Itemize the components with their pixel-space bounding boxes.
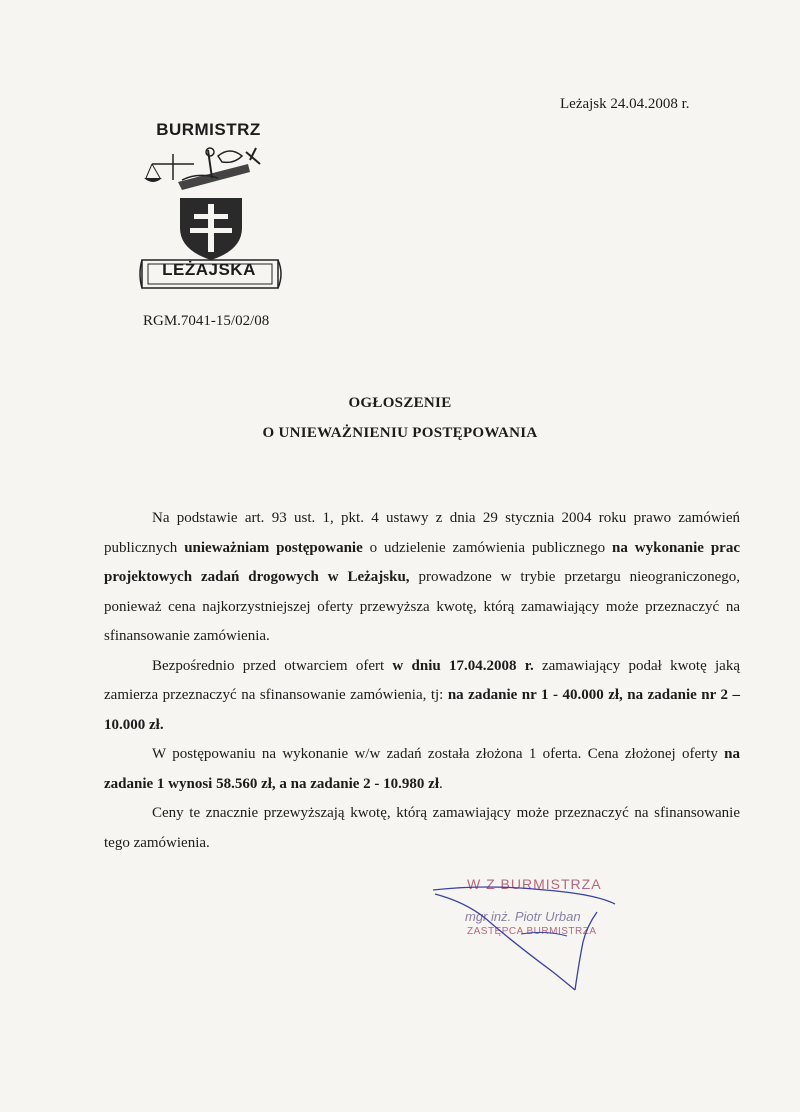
- paragraph-text: .: [439, 775, 443, 792]
- stamp-role: ZASTĘPCA BURMISTRZA: [467, 926, 597, 937]
- paragraph-2: [104, 652, 740, 741]
- reference-number: RGM.7041-15/02/08: [143, 313, 270, 329]
- paragraph-text: W postępowaniu na wykonanie w/w zadań została złożona 1 oferta. Cena złożonej oferty: [152, 746, 725, 762]
- town-logo: [138, 120, 288, 295]
- document-body: [104, 504, 740, 858]
- document-date: Leżajsk 24.04.2008 r.: [560, 96, 690, 112]
- signature-stamp: [425, 872, 645, 992]
- logo-top-text: BURMISTRZ: [156, 120, 261, 139]
- paragraph-text: o udzielenie zamówienia publicznego: [362, 539, 613, 556]
- stamp-title: W Z BURMISTRZA: [467, 876, 602, 892]
- document-subtitle: O UNIEWAŻNIENIU POSTĘPOWANIA: [262, 425, 538, 441]
- logo-bottom-text: LEŻAJSKA: [162, 260, 256, 279]
- paragraph-text: Na podstawie art. 93 ust. 1, pkt. 4 ustawy z dnia 29 stycznia 2004 roku prawo zamówień publicznych: [104, 510, 740, 556]
- paragraph-text: zamawiający podał kwotę jaką zamierza przeznaczyć na sfinansowanie zamówienia, tj:: [104, 657, 740, 703]
- emphasized-text: unieważniam postępowanie: [184, 539, 363, 556]
- paragraph-text: prowadzone w trybie przetargu nieograniczonego, ponieważ cena najkorzystniejszej oferty przewyższa kwotę, którą zamawiający może przeznaczyć na sfinansowanie zamówienia.: [104, 569, 740, 644]
- emphasized-text: na wykonanie prac projektowych zadań drogowych w Leżajsku,: [104, 539, 740, 585]
- paragraph-3: [104, 740, 740, 799]
- emphasized-text: na zadanie nr 1 - 40.000 zł, na zadanie nr 2 – 10.000 zł.: [104, 687, 740, 733]
- document-title: OGŁOSZENIE: [348, 395, 452, 411]
- emphasized-text: na zadanie 1 wynosi 58.560 zł, a na zadanie 2 - 10.980 zł: [104, 746, 740, 792]
- paragraph-text: Bezpośrednio przed otwarciem ofert: [152, 657, 393, 674]
- paragraph-1: [104, 504, 740, 652]
- paragraph-text: Ceny te znacznie przewyższają kwotę, którą zamawiający może przeznaczyć na sfinansowanie tego zamówienia.: [104, 805, 740, 851]
- stamp-name: mgr inż. Piotr Urban: [465, 909, 581, 924]
- emphasized-text: w dniu 17.04.2008 r.: [392, 657, 534, 674]
- paragraph-4: [104, 799, 740, 858]
- handwritten-signature-icon: [425, 872, 645, 997]
